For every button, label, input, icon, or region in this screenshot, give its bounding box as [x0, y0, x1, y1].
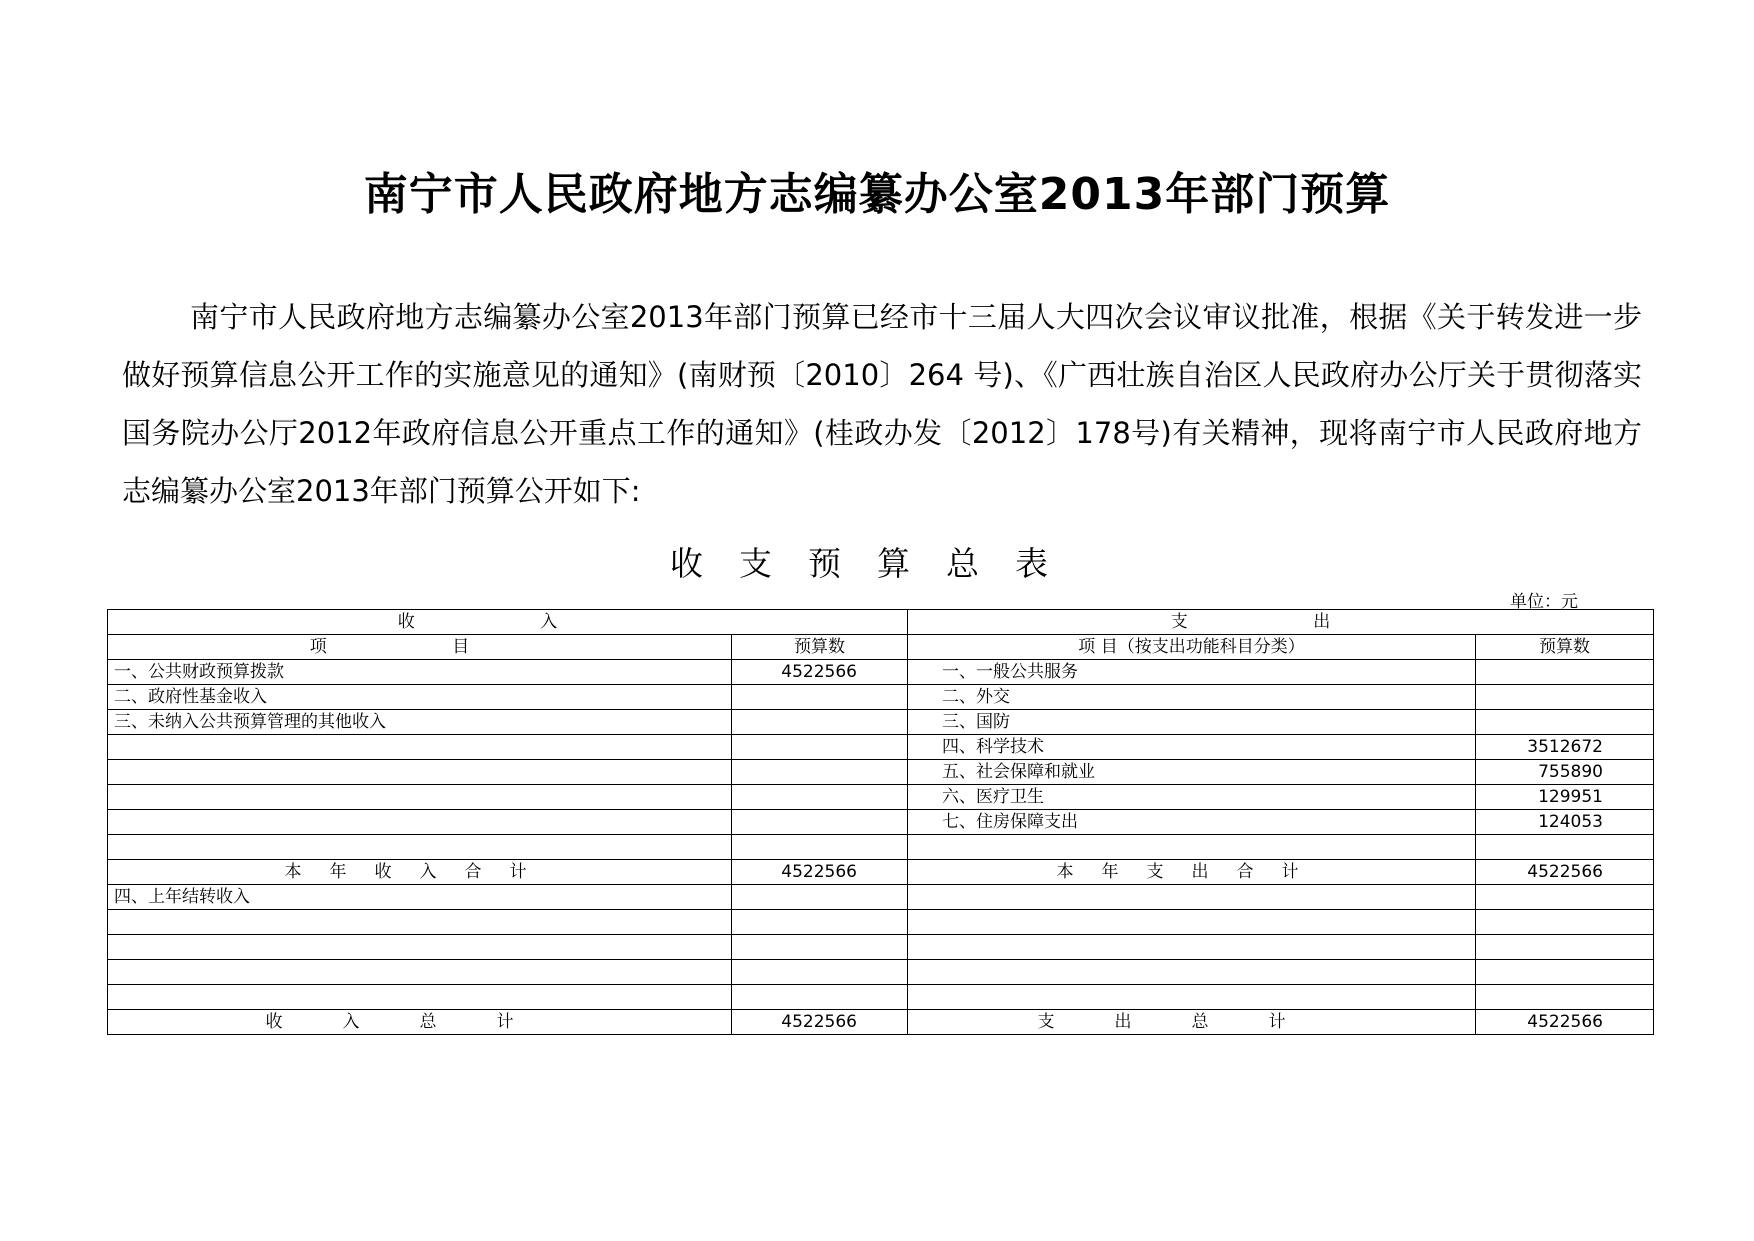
- income-item-header: 项 目: [108, 635, 732, 660]
- income-item: 一、公共财政预算拨款: [108, 660, 732, 685]
- income-value: [732, 760, 908, 785]
- income-value: [732, 685, 908, 710]
- income-header: 收 入: [108, 610, 908, 635]
- empty-cell: [1476, 885, 1654, 910]
- expense-value: 3512672: [1476, 735, 1654, 760]
- income-value: 4522566: [732, 660, 908, 685]
- expense-header: 支 出: [908, 610, 1654, 635]
- income-item: 三、未纳入公共预算管理的其他收入: [108, 710, 732, 735]
- expense-value: [1476, 660, 1654, 685]
- grand-total-row: [108, 1010, 1654, 1035]
- carryover-value: [732, 885, 908, 910]
- income-item: 二、政府性基金收入: [108, 685, 732, 710]
- income-grand-total-value: 4522566: [732, 1010, 908, 1035]
- expense-item: [908, 835, 1476, 860]
- expense-item: 三、国防: [908, 710, 1476, 735]
- empty-cell: [108, 960, 732, 985]
- empty-row: [108, 960, 1654, 985]
- expense-value: [1476, 710, 1654, 735]
- income-item: [108, 835, 732, 860]
- table-row: [108, 710, 1654, 735]
- expense-value: [1476, 835, 1654, 860]
- table-row: [108, 760, 1654, 785]
- carryover-row: [108, 885, 1654, 910]
- empty-cell: [732, 985, 908, 1010]
- intro-paragraph: 南宁市人民政府地方志编纂办公室2013年部门预算已经市十三届人大四次会议审议批准，根据《关于转发进一步做好预算信息公开工作的实施意见的通知》(南财预〔2010〕264 号)、《广西壮族自治区人民政府办公厅关于贯彻落实国务院办公厅2012年政府信息公开重点工作的通知》(桂政办发〔2012〕178号)有关精神，现将南宁市人民政府地方志编纂办公室2013年部门预算公开如下:: [122, 300, 1642, 508]
- empty-cell: [908, 885, 1476, 910]
- expense-year-total-value: 4522566: [1476, 860, 1654, 885]
- expense-item: 七、住房保障支出: [908, 810, 1476, 835]
- empty-row: [108, 935, 1654, 960]
- empty-cell: [1476, 910, 1654, 935]
- table-row: [108, 785, 1654, 810]
- income-value: [732, 785, 908, 810]
- empty-cell: [908, 960, 1476, 985]
- empty-cell: [1476, 960, 1654, 985]
- income-grand-total-label: 收入总计: [108, 1010, 732, 1035]
- empty-cell: [1476, 935, 1654, 960]
- carryover-label: 四、上年结转收入: [108, 885, 732, 910]
- year-total-row: [108, 860, 1654, 885]
- empty-cell: [908, 985, 1476, 1010]
- income-item: [108, 785, 732, 810]
- income-value: [732, 810, 908, 835]
- empty-cell: [108, 910, 732, 935]
- expense-item: 四、科学技术: [908, 735, 1476, 760]
- table-subheader-row: [108, 635, 1654, 660]
- empty-cell: [732, 960, 908, 985]
- expense-item: 一、一般公共服务: [908, 660, 1476, 685]
- expense-budget-header: 预算数: [1476, 635, 1654, 660]
- income-budget-header: 预算数: [732, 635, 908, 660]
- expense-value: [1476, 685, 1654, 710]
- table-row: [108, 660, 1654, 685]
- expense-year-total-label: 本年支出合计: [908, 860, 1476, 885]
- income-item: [108, 760, 732, 785]
- income-value: [732, 710, 908, 735]
- empty-cell: [108, 985, 732, 1010]
- table-row: [108, 735, 1654, 760]
- empty-cell: [732, 935, 908, 960]
- empty-cell: [108, 935, 732, 960]
- empty-row: [108, 910, 1654, 935]
- expense-value: 755890: [1476, 760, 1654, 785]
- income-item: [108, 735, 732, 760]
- expense-item: 六、医疗卫生: [908, 785, 1476, 810]
- empty-cell: [732, 910, 908, 935]
- unit-label: 单位：元: [1510, 592, 1578, 612]
- expense-item-header: 项 目（按支出功能科目分类）: [908, 635, 1476, 660]
- table-header-row: [108, 610, 1654, 635]
- expense-item: 二、外交: [908, 685, 1476, 710]
- empty-cell: [1476, 985, 1654, 1010]
- document-title: 南宁市人民政府地方志编纂办公室2013年部门预算: [363, 169, 1391, 220]
- expense-item: 五、社会保障和就业: [908, 760, 1476, 785]
- income-value: [732, 735, 908, 760]
- income-year-total-value: 4522566: [732, 860, 908, 885]
- empty-cell: [908, 935, 1476, 960]
- table-row: [108, 810, 1654, 835]
- income-value: [732, 835, 908, 860]
- budget-table: [107, 609, 1654, 1035]
- table-row: [108, 685, 1654, 710]
- table-title: 收支预算总表: [670, 544, 1084, 583]
- income-item: [108, 810, 732, 835]
- expense-grand-total-value: 4522566: [1476, 1010, 1654, 1035]
- expense-grand-total-label: 支出总计: [908, 1010, 1476, 1035]
- expense-value: 129951: [1476, 785, 1654, 810]
- empty-row: [108, 985, 1654, 1010]
- table-row: [108, 835, 1654, 860]
- income-year-total-label: 本年收入合计: [108, 860, 732, 885]
- expense-value: 124053: [1476, 810, 1654, 835]
- empty-cell: [908, 910, 1476, 935]
